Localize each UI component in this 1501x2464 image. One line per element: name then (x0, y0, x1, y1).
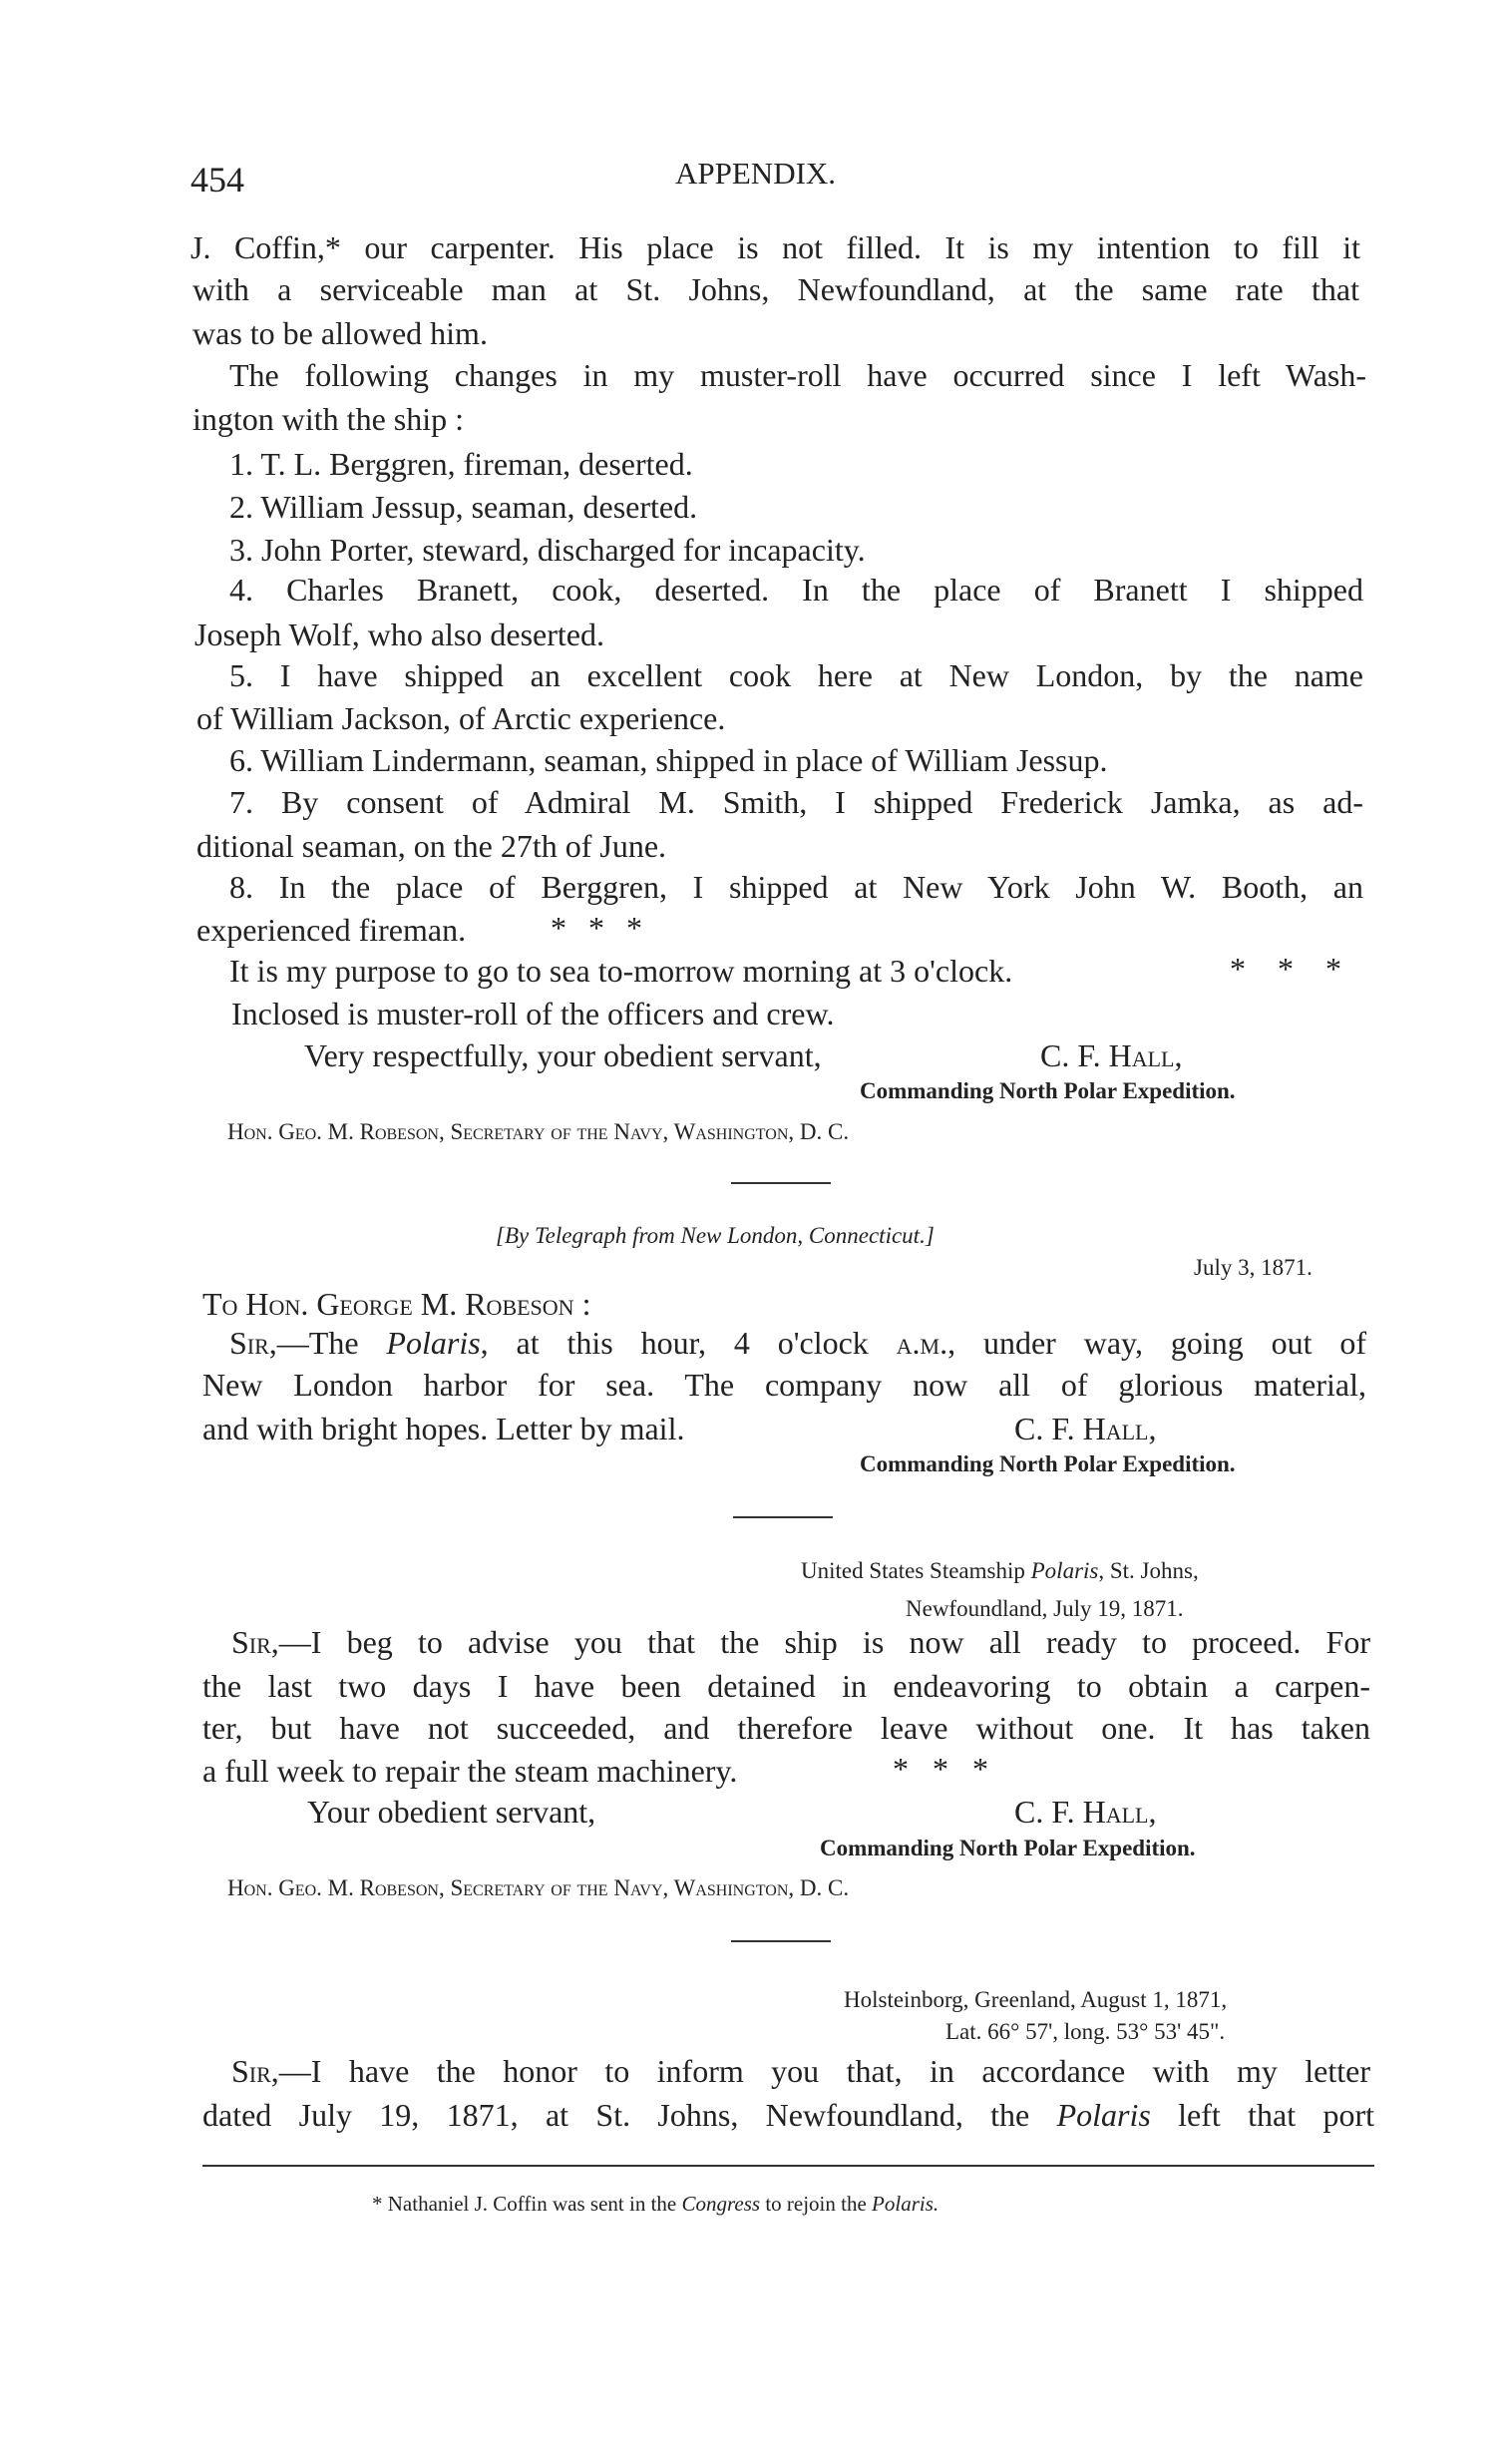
signature-closing: Very respectfully, your obedient servant, (304, 1037, 822, 1073)
text-run: , St. Johns, (1098, 1558, 1199, 1583)
list-item: Joseph Wolf, who also deserted. (194, 616, 604, 652)
signer-name: C. F. Hall, (1040, 1037, 1183, 1073)
list-item: 7. By consent of Admiral M. Smith, I shipped Frederick Jamka, as ad- (229, 784, 1363, 820)
ship-name: Polaris (1056, 2097, 1151, 2133)
body-line (231, 2055, 1370, 2087)
ellipsis-stars: * * * (551, 910, 642, 946)
text-run: —I beg to advise you that the ship is now all ready to proceed. For (278, 1624, 1370, 1660)
body-line: The following changes in my muster-roll have occurred since I left Wash- (229, 357, 1366, 393)
body-line: with a serviceable man at St. Johns, Newfoundland, at the same rate that (192, 271, 1359, 307)
body-line (202, 2099, 1374, 2131)
signer-title: Commanding North Polar Expedition. (860, 1451, 1236, 1476)
ship-name: Polaris (386, 1325, 481, 1361)
text-run: —I have the honor to inform you that, in accordance with my letter (278, 2053, 1370, 2089)
body-line: It is my purpose to go to sea to-morrow morning at 3 o'clock. (229, 953, 1013, 989)
body-line: J. Coffin,* our carpenter. His place is not filled. It is my intention to fill it (190, 229, 1360, 265)
time-abbrev: a.m. (896, 1325, 948, 1361)
running-title: APPENDIX. (675, 156, 837, 191)
salutation: Sir, (229, 1325, 277, 1361)
telegraph-date: July 3, 1871. (1194, 1255, 1313, 1280)
body-line: ington with the ship : (192, 401, 464, 437)
text-run: left that port (1150, 2097, 1375, 2133)
footnote-rule (202, 2165, 1374, 2167)
ship-name: Congress (681, 2192, 761, 2216)
text-run: United States Steamship (801, 1558, 1031, 1583)
text-run: dated July 19, 1871, at St. Johns, Newfoundland, the (202, 2097, 1057, 2133)
body-line: ter, but have not succeeded, and therefore leave without one. It has taken (202, 1710, 1370, 1746)
addressee: Hon. Geo. M. Robeson, Secretary of the Navy, Washington, D. C. (227, 1875, 850, 1900)
list-item: of William Jackson, of Arctic experience. (196, 700, 726, 736)
body-line (229, 1327, 1366, 1359)
body-line: was to be allowed him. (192, 315, 488, 351)
list-item: 8. In the place of Berggren, I shipped at New York John W. Booth, an (229, 869, 1363, 905)
list-item: 6. William Lindermann, seaman, shipped in place of William Jessup. (229, 742, 1108, 778)
section-divider (733, 1516, 833, 1518)
list-item: 1. T. L. Berggren, fireman, deserted. (229, 446, 693, 482)
ship-name: Polaris (1030, 1558, 1099, 1583)
text-run: , at this hour, 4 o'clock (480, 1325, 897, 1361)
signature-closing: Your obedient servant, (307, 1794, 596, 1830)
text-run: , under way, going out of (947, 1325, 1367, 1361)
section-divider (731, 1940, 831, 1942)
signer-name: C. F. Hall, (1014, 1411, 1157, 1446)
body-line: and with bright hopes. Letter by mail. (202, 1411, 685, 1446)
ellipsis-stars: * * * (893, 1751, 988, 1787)
signer-title: Commanding North Polar Expedition. (860, 1078, 1236, 1103)
list-item: experienced fireman. (196, 912, 467, 948)
ship-name: Polaris. (872, 2192, 939, 2216)
list-item: 2. William Jessup, seaman, deserted. (229, 489, 698, 525)
body-line: New London harbor for sea. The company now all of glorious material, (202, 1367, 1366, 1403)
letter-coordinates: Lat. 66° 57', long. 53° 53' 45". (945, 2019, 1226, 2044)
letter-location (801, 1559, 1199, 1582)
telegraph-note-text: By Telegraph from New London, Connecticut. (504, 1223, 926, 1248)
signer-name: C. F. Hall, (1014, 1794, 1157, 1830)
text-run: * Nathaniel J. Coffin was sent in the (372, 2192, 682, 2216)
footnote (372, 2194, 938, 2215)
ellipsis-stars: * * * (1230, 951, 1341, 987)
letter-location: Holsteinborg, Greenland, August 1, 1871, (844, 1987, 1228, 2012)
addressee: Hon. Geo. M. Robeson, Secretary of the Navy, Washington, D. C. (227, 1119, 850, 1144)
body-line: the last two days I have been detained in endeavoring to obtain a carpen- (202, 1668, 1370, 1704)
signer-title: Commanding North Polar Expedition. (820, 1836, 1196, 1860)
list-item: ditional seaman, on the 27th of June. (196, 828, 667, 864)
salutation: Sir, (231, 2053, 279, 2089)
telegraph-note: [By Telegraph from New London, Connecticut.] (496, 1223, 935, 1248)
salutation: Sir, (231, 1624, 279, 1660)
letter-date: Newfoundland, July 19, 1871. (906, 1596, 1184, 1621)
text-run: —The (276, 1325, 387, 1361)
page-number: 454 (190, 160, 244, 200)
section-divider (731, 1182, 831, 1184)
body-line: Inclosed is muster-roll of the officers and crew. (231, 996, 835, 1031)
body-line: a full week to repair the steam machinery. (202, 1753, 738, 1789)
list-item: 3. John Porter, steward, discharged for incapacity. (229, 532, 866, 568)
list-item: 4. Charles Branett, cook, deserted. In the place of Branett I shipped (229, 572, 1363, 608)
telegraph-addressee: To Hon. George M. Robeson : (202, 1286, 591, 1322)
list-item: 5. I have shipped an excellent cook here at New London, by the name (229, 657, 1363, 693)
text-run: to rejoin the (760, 2192, 873, 2216)
body-line (231, 1626, 1370, 1658)
